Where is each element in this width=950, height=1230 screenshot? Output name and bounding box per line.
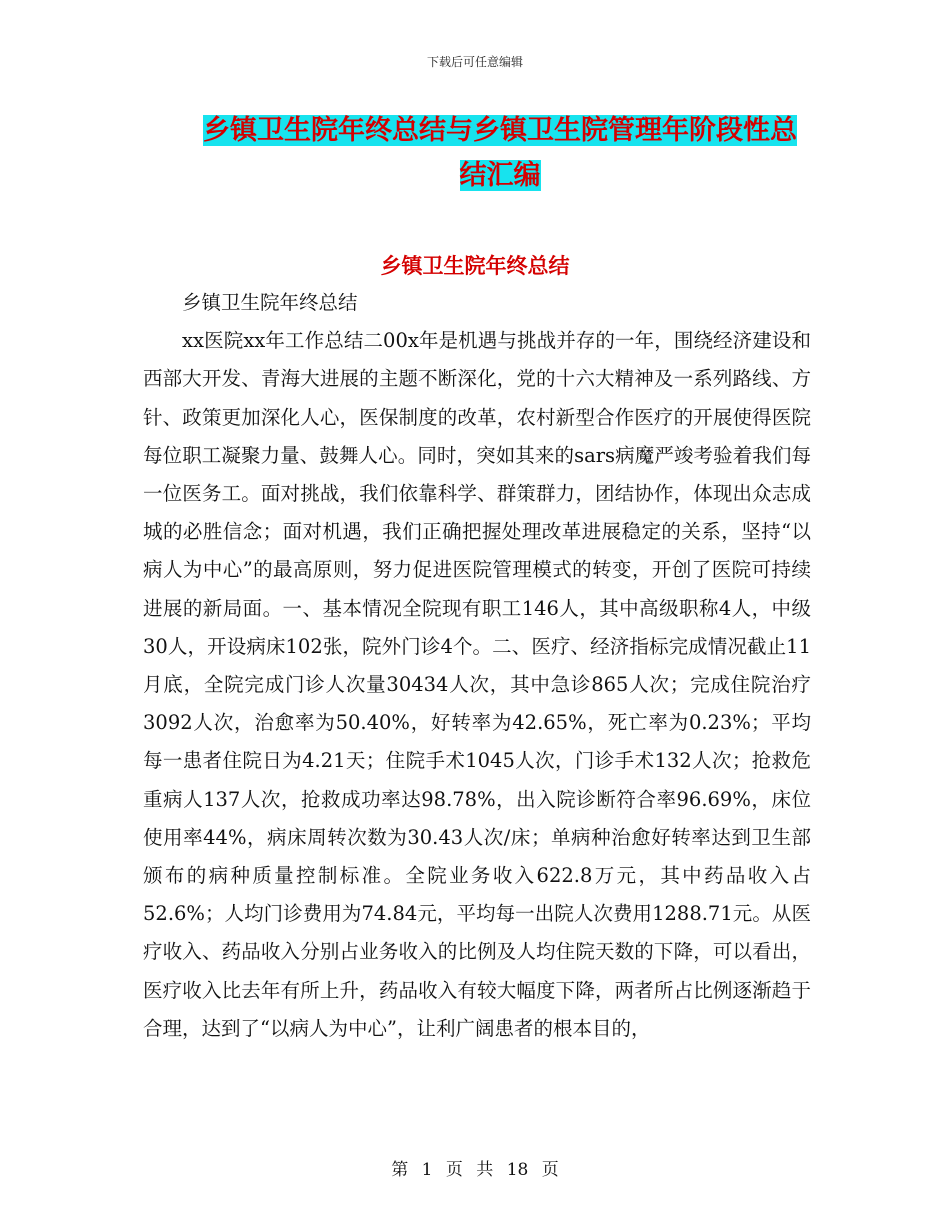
document-body xyxy=(143,284,811,1048)
page-footer: 第 1 页 共 18 页 xyxy=(391,1160,559,1180)
paragraph-main: xx医院xx年工作总结二00x年是机遇与挑战并存的一年，围绕经济建设和西部大开发、青海大进展的主题不断深化，党的十六大精神及一系列路线、方针、政策更加深化人心，医保制度的改革，农村新型合作医疗的开展使得医院每位职工凝聚力量、鼓舞人心。同时，突如其来的sars病魔严竣考验着我们每一位医务工。面对挑战，我们依靠科学、群策群力，团结协作，体现出众志成城的必胜信念；面对机遇，我们正确把握处理改革进展稳定的关系，坚持“以病人为中心”的最高原则，努力促进医院管理模式的转变，开创了医院可持续进展的新局面。一、基本情况全院现有职工146人，其中高级职称4人，中级30人，开设病床102张，院外门诊4个。二、医疗、经济指标完成情况截止11月底，全院完成门诊人次量30434人次，其中急诊865人次；完成住院治疗3092人次，治愈率为50.40%，好转率为42.65%，死亡率为0.23%；平均每一患者住院日为4.21天；住院手术1045人次，门诊手术132人次；抢救危重病人137人次，抢救成功率达98.78%，出入院诊断符合率96.69%，床位使用率44%，病床周转次数为30.43人次/床；单病种治愈好转率达到卫生部颁布的病种质量控制标准。全院业务收入622.8万元，其中药品收入占52.6%；人均门诊费用为74.84元，平均每一出院人次费用1288.71元。从医疗收入、药品收入分别占业务收入的比例及人均住院天数的下降，可以看出，医疗收入比去年有所上升，药品收入有较大幅度下降，两者所占比例逐渐趋于合理，达到了“以病人为中心”，让利广阔患者的根本目的， xyxy=(143,329,811,1040)
header-note: 下载后可任意编辑 xyxy=(426,55,523,69)
document-title xyxy=(190,108,810,198)
document-title-text: 乡镇卫生院年终总结与乡镇卫生院管理年阶段性总结汇编 xyxy=(203,115,797,191)
paragraph-heading: 乡镇卫生院年终总结 xyxy=(182,291,358,314)
section-title: 乡镇卫生院年终总结 xyxy=(380,254,570,278)
